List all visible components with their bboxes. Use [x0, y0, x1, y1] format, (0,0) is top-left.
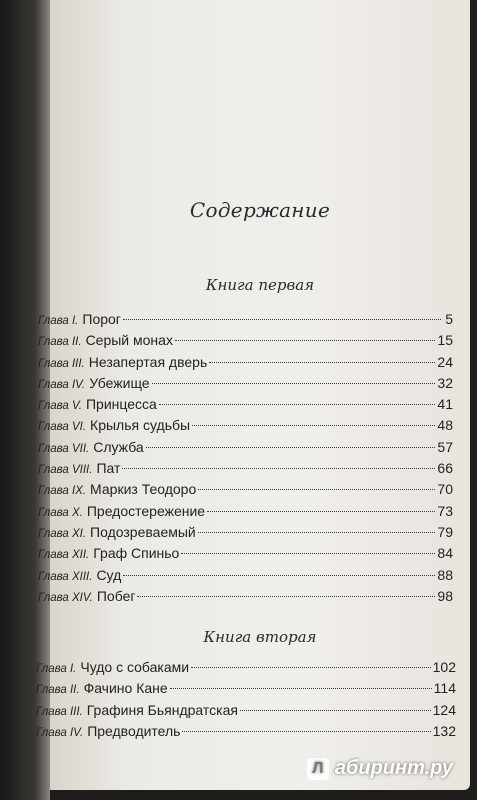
chapter-label: Глава I. — [38, 315, 79, 327]
bleed-through-text — [214, 14, 464, 284]
toc-entry — [36, 723, 456, 744]
chapter-label: Глава III. — [38, 357, 85, 370]
dot-leader — [209, 362, 435, 363]
page-number: 15 — [437, 332, 453, 349]
toc-entry — [38, 417, 453, 438]
dot-leader — [152, 383, 436, 384]
page-number: 57 — [437, 438, 453, 455]
chapter-label: Глава IV. — [36, 726, 84, 739]
dot-leader — [198, 532, 436, 533]
chapter-label: Глава II. — [38, 336, 82, 349]
chapter-title: Предостережение — [86, 502, 206, 519]
page-number: 73 — [437, 502, 453, 519]
chapter-label: Глава II. — [36, 684, 80, 697]
labirint-watermark — [307, 757, 453, 780]
chapter-title: Серый монах — [85, 332, 173, 349]
dot-leader — [123, 575, 435, 576]
chapter-title: Чудо с собаками — [80, 659, 190, 675]
toc-entry — [38, 567, 453, 588]
chapter-title: Крылья судьбы — [90, 417, 191, 434]
page-number: 66 — [437, 460, 453, 477]
chapter-title: Побег — [96, 587, 136, 604]
chapter-label: Глава VI. — [38, 421, 87, 434]
toc-entry — [38, 503, 453, 524]
page-number: 88 — [437, 566, 453, 583]
dot-leader — [123, 319, 441, 320]
chapter-title: Суд — [96, 566, 122, 583]
chapter-label: Глава XIII. — [38, 570, 93, 583]
toc-entry — [38, 354, 453, 375]
chapter-label: Глава XIV. — [38, 591, 93, 604]
page-number: 114 — [433, 680, 456, 697]
toc-entry — [38, 524, 453, 545]
chapter-title: Незапертая дверь — [88, 353, 208, 370]
dot-leader — [182, 731, 430, 732]
chapter-title: Служба — [93, 438, 144, 455]
dot-leader — [159, 404, 436, 405]
chapter-label: Глава I. — [36, 663, 77, 675]
chapter-title: Пат — [96, 460, 121, 477]
page-number: 79 — [437, 523, 453, 540]
page-number: 102 — [432, 659, 456, 675]
dot-leader — [181, 553, 435, 554]
chapter-label: Глава XI. — [38, 527, 87, 540]
chapter-label: Глава III. — [36, 705, 83, 718]
page-number: 48 — [437, 417, 453, 434]
toc-entry — [38, 460, 453, 481]
chapter-title: Граф Спиньо — [93, 545, 180, 562]
toc-entry — [38, 439, 453, 460]
chapter-title: Предводитель — [87, 722, 181, 739]
toc-entry — [38, 545, 453, 566]
toc-entry — [38, 396, 453, 417]
chapter-title: Порог — [82, 311, 121, 327]
dot-leader — [191, 667, 431, 668]
toc-entry — [38, 481, 453, 502]
chapter-title: Принцесса — [85, 396, 157, 413]
page-number: 24 — [437, 353, 453, 370]
book-one-toc — [38, 311, 453, 609]
dot-leader — [240, 710, 431, 711]
chapter-title: Графиня Бьяндратская — [86, 701, 238, 718]
toc-entry — [36, 702, 456, 723]
toc-entry — [36, 680, 456, 701]
page-number: 124 — [432, 701, 456, 718]
dot-leader — [137, 596, 435, 597]
dot-leader — [198, 489, 435, 490]
page-number: 70 — [437, 481, 453, 498]
chapter-label: Глава VII. — [38, 442, 90, 455]
page-number: 132 — [432, 722, 456, 739]
book-one-heading: Книга первая — [205, 276, 315, 294]
dot-leader — [175, 340, 435, 341]
chapter-label: Глава X. — [38, 506, 83, 519]
chapter-label: Глава VIII. — [38, 464, 93, 477]
toc-entry — [38, 311, 453, 332]
book-two-toc — [36, 659, 456, 744]
page-number: 5 — [445, 311, 453, 327]
book-two-heading: Книга вторая — [203, 628, 317, 646]
dot-leader — [207, 511, 435, 512]
chapter-label: Глава IV. — [38, 378, 86, 391]
page-number: 32 — [437, 374, 453, 391]
chapter-label: Глава IX. — [38, 485, 87, 498]
chapter-title: Маркиз Теодоро — [90, 481, 197, 498]
page-number: 98 — [437, 587, 453, 604]
dot-leader — [146, 447, 436, 448]
chapter-label: Глава V. — [38, 400, 82, 413]
chapter-label: Глава XII. — [38, 549, 90, 562]
toc-entry — [36, 659, 456, 680]
book-page — [36, 0, 470, 790]
page-title: Содержание — [189, 198, 331, 222]
page-number: 84 — [437, 545, 453, 562]
toc-entry — [38, 375, 453, 396]
watermark-text: абиринт.ру — [334, 757, 453, 779]
toc-entry — [38, 332, 453, 353]
chapter-title: Фачино Кане — [83, 680, 168, 697]
toc-entry — [38, 588, 453, 609]
labirint-logo-icon: Л — [307, 758, 329, 780]
dot-leader — [170, 688, 432, 689]
dot-leader — [192, 425, 435, 426]
chapter-title: Подозреваемый — [90, 523, 196, 540]
page-number: 41 — [437, 396, 453, 413]
dot-leader — [122, 468, 435, 469]
chapter-title: Убежище — [89, 374, 150, 391]
